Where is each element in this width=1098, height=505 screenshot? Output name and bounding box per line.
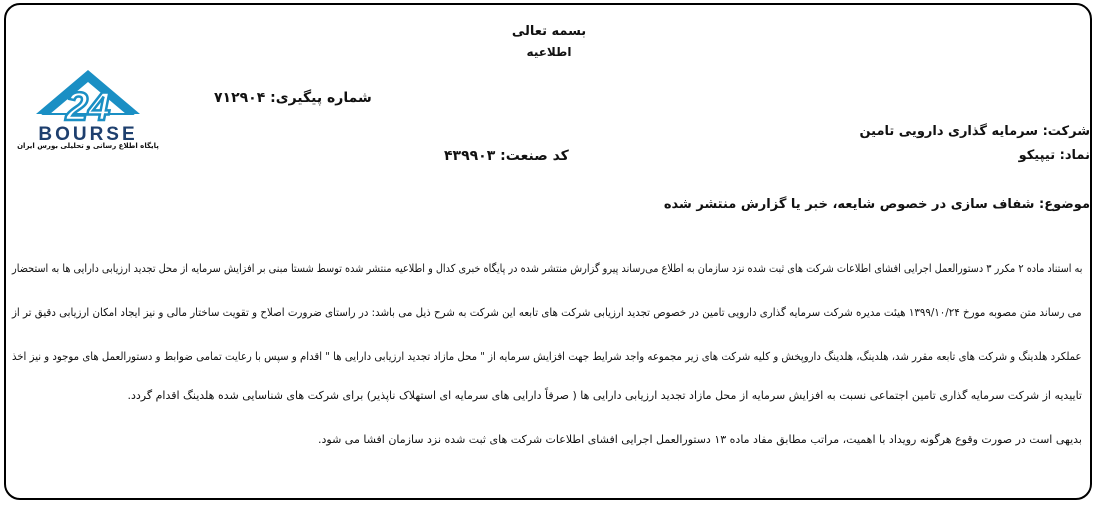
body-line-5: بدیهی است در صورت وقوع هرگونه رویداد با اهمیت، مراتب مطابق مفاد ماده ۱۳ دستورالعمل اجرایی افشای اطلاعات شرکت های ثبت شده نزد سازمان افشا می شود.	[318, 433, 1082, 446]
company-label: شرکت:	[1042, 124, 1090, 139]
header-bismillah: بسمه تعالی	[511, 24, 587, 39]
logo-number: 24	[65, 85, 111, 129]
tracking-label: شماره پیگیری:	[270, 90, 372, 106]
company-value: سرمایه گذاری دارویی تامین	[859, 124, 1039, 139]
notice-frame	[4, 3, 1092, 500]
body-line-4: تاییدیه از شرکت سرمایه گذاری تامین اجتماعی نسبت به افزایش سرمایه از محل مازاد تجدید ارزیابی دارایی ها ( صرفاً دارایی های سرمایه ای استهلاک ناپذیر) برای شرکت های شناسایی شده هلدینگ اقدام گردد.	[127, 389, 1082, 402]
logo-tagline: پایگاه اطلاع رسانی و تحلیلی بورس ایران	[17, 142, 159, 150]
industry-code-field	[444, 148, 569, 164]
symbol-field	[1019, 148, 1090, 163]
tracking-value: ۷۱۲۹۰۴	[214, 90, 266, 106]
industry-label: کد صنعت:	[500, 148, 569, 164]
body-line-2: می رساند متن مصوبه مورخ ۱۳۹۹/۱۰/۲۴ هیئت مدیره شرکت سرمایه گذاری دارویی تامین در خصوص تجدید ارزیابی شرکت های تابعه این شرکت به شرح ذیل می باشد: در راستای ضرورت اصلاح و تقویت ساختار مالی و نیز ایجاد امکان ارزیابی دقیق تر از	[12, 306, 1082, 319]
header-notice-title: اطلاعیه	[526, 45, 572, 59]
subject-label: موضوع:	[1039, 197, 1090, 212]
body-line-3: عملکرد هلدینگ و شرکت های تابعه مقرر شد، هلدینگ، هلدینگ داروپخش و کلیه شرکت های زیر مجموعه واجد شرایط جهت افزایش سرمایه از " محل مازاد تجدید ارزیابی دارایی ها " اقدام و سپس با رعایت تمامی ضوابط و دستورالعمل های موجود و نیز اخذ	[12, 350, 1082, 363]
logo-wordmark: BOURSE	[38, 124, 138, 145]
subject-value: شفاف سازی در خصوص شایعه، خبر یا گزارش منتشر شده	[663, 197, 1035, 212]
body-line-1: به استناد ماده ۲ مکرر ۳ دستورالعمل اجرایی افشای اطلاعات شرکت های ثبت شده نزد سازمان به اطلاع می‌رساند پیرو گزارش منتشر شده در پایگاه خبری کدال و اطلاعیه منتشر شده توسط شستا مبنی بر افزایش سرمایه از محل تجدید ارزیابی دارایی ها به استحضار	[11, 262, 1082, 275]
industry-value: ۴۳۹۹۰۳	[444, 148, 496, 164]
subject-field	[664, 197, 1090, 212]
company-field	[859, 124, 1090, 139]
tracking-number	[214, 90, 372, 106]
symbol-value: تیپیکو	[1018, 148, 1056, 163]
symbol-label: نماد:	[1059, 148, 1090, 163]
